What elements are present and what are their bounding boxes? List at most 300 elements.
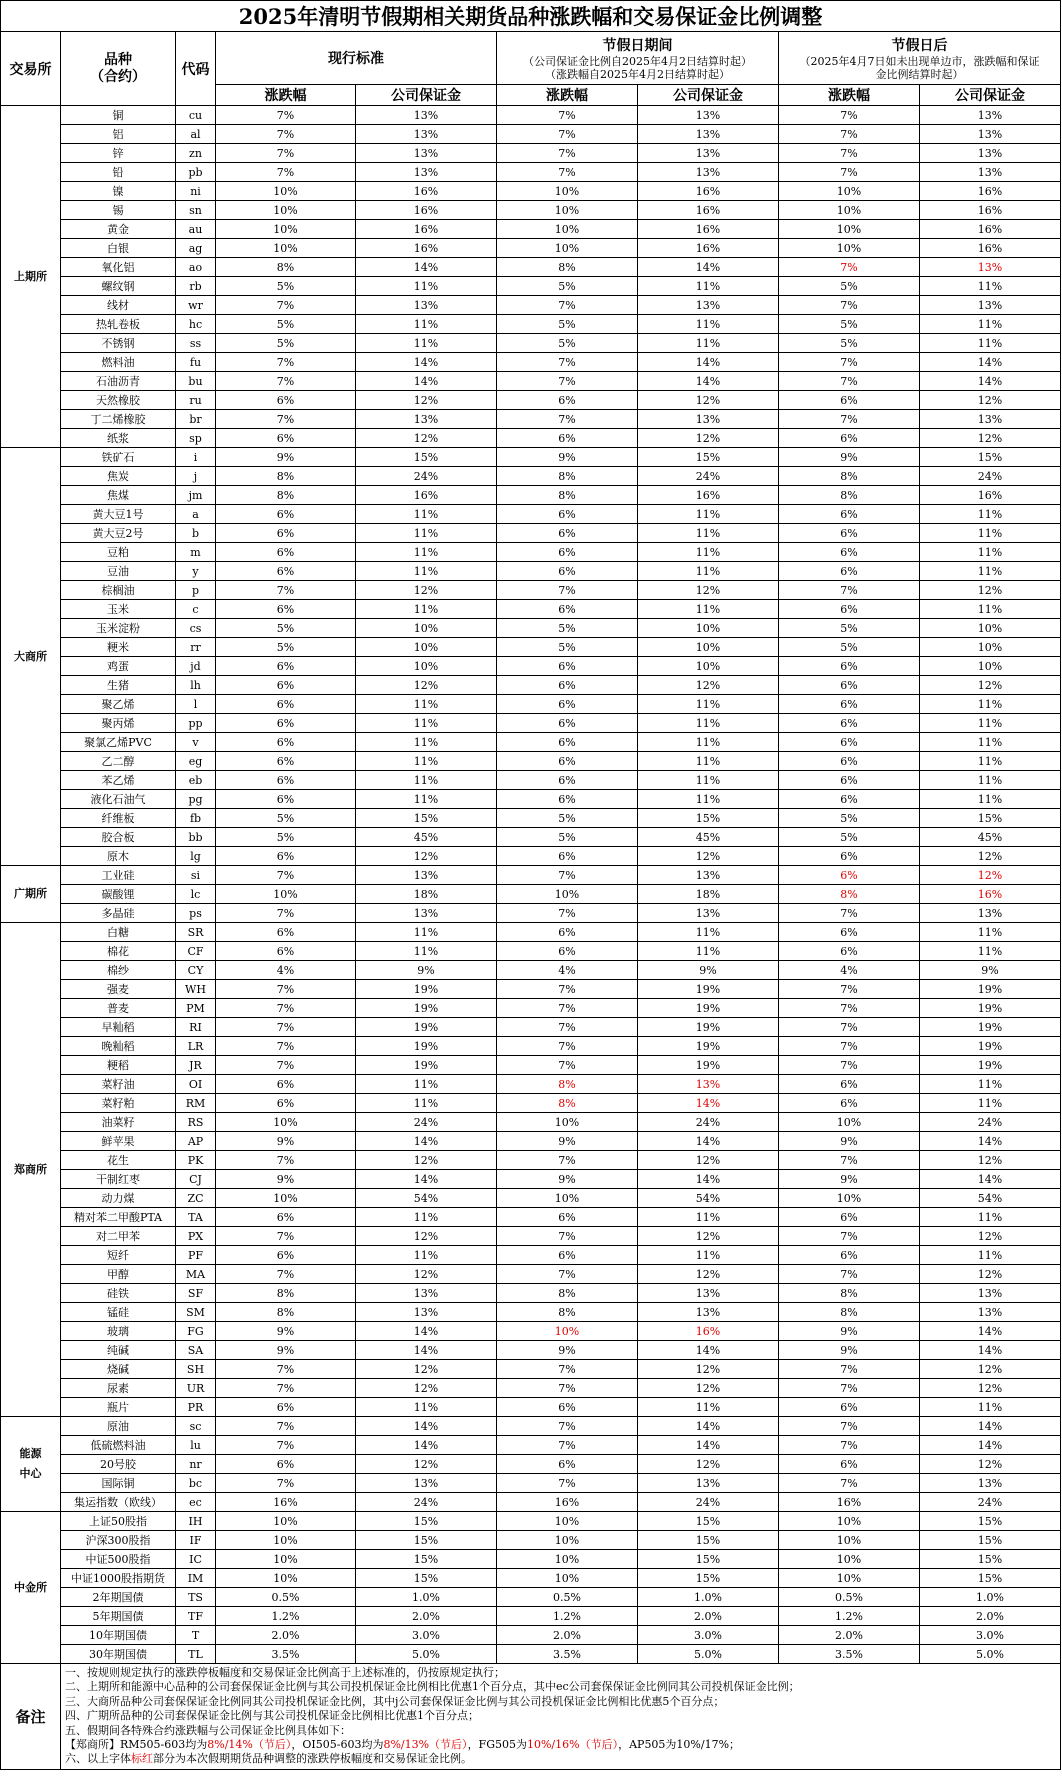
current-limit-value: 8% [216,467,356,486]
header-code: 代码 [176,32,216,106]
product-code: lg [176,847,216,866]
holiday-margin-value: 14% [638,1436,779,1455]
current-limit-value: 7% [216,1037,356,1056]
after-margin-value: 15% [920,448,1061,467]
current-limit-value: 6% [216,790,356,809]
current-margin-value: 13% [356,106,497,125]
after-margin-value: 19% [920,980,1061,999]
current-margin-value: 16% [356,239,497,258]
holiday-limit-value: 10% [497,182,638,201]
holiday-margin-value: 14% [638,353,779,372]
product-code: j [176,467,216,486]
holiday-limit-value: 9% [497,448,638,467]
table-row [1,296,1061,315]
holiday-margin-value: 11% [638,1208,779,1227]
holiday-limit-value: 7% [497,1474,638,1493]
table-row [1,1417,1061,1436]
after-margin-value: 10% [920,638,1061,657]
current-limit-value: 7% [216,1227,356,1246]
table-row [1,1512,1061,1531]
current-margin-value: 11% [356,1094,497,1113]
after-margin-value: 9% [920,961,1061,980]
holiday-limit-value: 8% [497,1094,638,1113]
table-row [1,334,1061,353]
table-row [1,961,1061,980]
after-limit-value: 7% [779,581,920,600]
holiday-margin-value: 15% [638,809,779,828]
holiday-margin-value: 12% [638,391,779,410]
current-limit-value: 9% [216,1322,356,1341]
holiday-limit-value: 7% [497,980,638,999]
current-margin-value: 11% [356,733,497,752]
product-code: rb [176,277,216,296]
current-margin-value: 12% [356,1151,497,1170]
holiday-limit-value: 6% [497,1398,638,1417]
holiday-limit-value: 7% [497,296,638,315]
current-margin-value: 13% [356,1284,497,1303]
current-limit-value: 7% [216,410,356,429]
after-limit-value: 7% [779,163,920,182]
current-limit-value: 7% [216,581,356,600]
current-limit-value: 7% [216,1436,356,1455]
holiday-margin-value: 16% [638,486,779,505]
current-margin-value: 2.0% [356,1607,497,1626]
after-margin-value: 11% [920,714,1061,733]
current-limit-value: 6% [216,752,356,771]
holiday-margin-value: 24% [638,1113,779,1132]
current-margin-value: 15% [356,1512,497,1531]
after-margin-value: 15% [920,1569,1061,1588]
note-line-4: 四、广期所品种的公司套保保证金比例与其公司投机保证金比例相比优惠1个百分点； [65,1709,479,1723]
product-code: SA [176,1341,216,1360]
holiday-limit-value: 7% [497,1151,638,1170]
table-row [1,904,1061,923]
after-limit-value: 8% [779,885,920,904]
table-row [1,638,1061,657]
holiday-limit-value: 6% [497,733,638,752]
after-limit-value: 10% [779,220,920,239]
current-limit-value: 7% [216,372,356,391]
after-limit-value: 6% [779,657,920,676]
holiday-limit-value: 6% [497,942,638,961]
table-row [1,866,1061,885]
holiday-limit-value: 4% [497,961,638,980]
product-name: 铜 [61,106,176,125]
product-code: bu [176,372,216,391]
product-code: ao [176,258,216,277]
current-limit-value: 10% [216,182,356,201]
after-limit-value: 5% [779,619,920,638]
after-margin-value: 19% [920,1056,1061,1075]
after-limit-value: 6% [779,505,920,524]
product-code: PK [176,1151,216,1170]
after-margin-value: 15% [920,1512,1061,1531]
product-name: 沪深300股指 [61,1531,176,1550]
product-code: AP [176,1132,216,1151]
holiday-margin-value: 15% [638,1550,779,1569]
table-row [1,1493,1061,1512]
product-name: 干制红枣 [61,1170,176,1189]
after-limit-value: 10% [779,1550,920,1569]
header-holiday-title: 节假日期间 [602,38,673,54]
after-limit-value: 10% [779,239,920,258]
product-code: TL [176,1645,216,1664]
holiday-limit-value: 7% [497,1379,638,1398]
current-limit-value: 1.2% [216,1607,356,1626]
current-margin-value: 14% [356,1322,497,1341]
after-margin-value: 19% [920,999,1061,1018]
after-margin-value: 12% [920,581,1061,600]
note-line-3: 三、大商所品种公司套保保证金比例同其公司投机保证金比例，其中j公司套保保证金比例与其公司投机保证金比例相比优惠5个百分点； [65,1694,725,1708]
current-margin-value: 14% [356,353,497,372]
current-margin-value: 12% [356,1265,497,1284]
product-name: 硅铁 [61,1284,176,1303]
header-current-limit: 涨跌幅 [216,85,356,106]
table-row [1,277,1061,296]
after-margin-value: 11% [920,543,1061,562]
holiday-limit-value: 6% [497,391,638,410]
table-row [1,562,1061,581]
after-limit-value: 6% [779,771,920,790]
holiday-margin-value: 16% [638,1322,779,1341]
product-name: 铅 [61,163,176,182]
current-margin-value: 12% [356,676,497,695]
current-margin-value: 11% [356,315,497,334]
current-margin-value: 11% [356,600,497,619]
holiday-margin-value: 18% [638,885,779,904]
after-limit-value: 7% [779,372,920,391]
current-margin-value: 24% [356,1493,497,1512]
holiday-margin-value: 54% [638,1189,779,1208]
after-margin-value: 11% [920,315,1061,334]
table-row [1,1265,1061,1284]
current-margin-value: 13% [356,296,497,315]
product-code: ss [176,334,216,353]
after-margin-value: 11% [920,334,1061,353]
product-code: sn [176,201,216,220]
product-name: 纸浆 [61,429,176,448]
table-row [1,1094,1061,1113]
holiday-limit-value: 10% [497,1113,638,1132]
product-name: 生猪 [61,676,176,695]
after-margin-value: 5.0% [920,1645,1061,1664]
holiday-margin-value: 13% [638,410,779,429]
notes-label: 备注 [1,1664,61,1770]
header-holiday [497,32,779,85]
current-limit-value: 6% [216,676,356,695]
after-margin-value: 11% [920,771,1061,790]
current-margin-value: 11% [356,1208,497,1227]
holiday-margin-value: 10% [638,638,779,657]
holiday-margin-value: 12% [638,1360,779,1379]
note-line-6 [65,1738,1056,1752]
holiday-limit-value: 7% [497,106,638,125]
after-limit-value: 7% [779,410,920,429]
after-limit-value: 7% [779,1417,920,1436]
after-margin-value: 11% [920,1246,1061,1265]
holiday-limit-value: 7% [497,904,638,923]
after-margin-value: 13% [920,1303,1061,1322]
current-limit-value: 7% [216,296,356,315]
current-margin-value: 15% [356,1569,497,1588]
holiday-limit-value: 9% [497,1132,638,1151]
holiday-limit-value: 6% [497,657,638,676]
holiday-margin-value: 16% [638,201,779,220]
current-limit-value: 8% [216,1284,356,1303]
after-limit-value: 6% [779,543,920,562]
notes [61,1664,1061,1770]
holiday-limit-value: 1.2% [497,1607,638,1626]
current-margin-value: 13% [356,866,497,885]
product-name: 氧化铝 [61,258,176,277]
product-name: 集运指数（欧线） [61,1493,176,1512]
product-name: 线材 [61,296,176,315]
after-limit-value: 7% [779,1360,920,1379]
after-limit-value: 6% [779,1246,920,1265]
product-code: LR [176,1037,216,1056]
after-margin-value: 13% [920,296,1061,315]
current-limit-value: 7% [216,866,356,885]
product-name: 乙二醇 [61,752,176,771]
holiday-limit-value: 6% [497,429,638,448]
current-margin-value: 12% [356,1455,497,1474]
header-holiday-note2: （涨跌幅自2025年4月2日结算时起） [545,68,730,81]
page-title: 2025年清明节假期相关期货品种涨跌幅和交易保证金比例调整 [1,1,1061,32]
table-row [1,391,1061,410]
holiday-limit-value: 6% [497,923,638,942]
current-limit-value: 10% [216,885,356,904]
current-margin-value: 19% [356,1037,497,1056]
header-product: 品种 （合约） [61,32,176,106]
holiday-margin-value: 11% [638,1246,779,1265]
product-code: ps [176,904,216,923]
current-margin-value: 11% [356,771,497,790]
after-limit-value: 8% [779,486,920,505]
after-limit-value: 7% [779,1037,920,1056]
holiday-margin-value: 14% [638,1094,779,1113]
after-margin-value: 12% [920,866,1061,885]
after-margin-value: 54% [920,1189,1061,1208]
current-limit-value: 6% [216,1246,356,1265]
product-code: PX [176,1227,216,1246]
after-limit-value: 3.5% [779,1645,920,1664]
table-row [1,1189,1061,1208]
current-limit-value: 6% [216,1075,356,1094]
current-limit-value: 6% [216,543,356,562]
current-margin-value: 11% [356,562,497,581]
product-name: 菜籽粕 [61,1094,176,1113]
after-margin-value: 12% [920,1379,1061,1398]
holiday-limit-value: 8% [497,258,638,277]
holiday-limit-value: 8% [497,1075,638,1094]
current-margin-value: 3.0% [356,1626,497,1645]
note6-e: ，FG505为 [467,1738,527,1752]
holiday-margin-value: 2.0% [638,1607,779,1626]
product-code: c [176,600,216,619]
product-code: SH [176,1360,216,1379]
header-after-note2: 金比例结算时起） [875,68,964,81]
table-row [1,543,1061,562]
holiday-limit-value: 7% [497,999,638,1018]
product-name: 工业硅 [61,866,176,885]
current-limit-value: 10% [216,1512,356,1531]
after-limit-value: 5% [779,828,920,847]
table-row [1,1531,1061,1550]
current-margin-value: 16% [356,201,497,220]
current-limit-value: 7% [216,1474,356,1493]
holiday-limit-value: 10% [497,239,638,258]
product-name: 精对苯二甲酸PTA [61,1208,176,1227]
product-name: 20号胶 [61,1455,176,1474]
product-code: PM [176,999,216,1018]
product-code: SM [176,1303,216,1322]
current-margin-value: 5.0% [356,1645,497,1664]
holiday-margin-value: 11% [638,524,779,543]
current-limit-value: 6% [216,429,356,448]
holiday-margin-value: 15% [638,1512,779,1531]
current-margin-value: 15% [356,1550,497,1569]
current-margin-value: 11% [356,714,497,733]
table-row [1,771,1061,790]
current-limit-value: 7% [216,106,356,125]
after-margin-value: 13% [920,410,1061,429]
product-name: 碳酸锂 [61,885,176,904]
after-limit-value: 7% [779,980,920,999]
current-limit-value: 7% [216,144,356,163]
product-name: 棉纱 [61,961,176,980]
product-name: 棕榈油 [61,581,176,600]
after-limit-value: 10% [779,1113,920,1132]
current-limit-value: 7% [216,980,356,999]
product-code: RI [176,1018,216,1037]
current-limit-value: 7% [216,1417,356,1436]
product-code: IC [176,1550,216,1569]
current-limit-value: 7% [216,1360,356,1379]
holiday-margin-value: 12% [638,676,779,695]
table-row [1,847,1061,866]
product-code: br [176,410,216,429]
current-limit-value: 4% [216,961,356,980]
product-name: 苯乙烯 [61,771,176,790]
after-margin-value: 19% [920,1037,1061,1056]
current-margin-value: 12% [356,581,497,600]
table-row [1,163,1061,182]
product-code: pb [176,163,216,182]
holiday-limit-value: 9% [497,1170,638,1189]
holiday-limit-value: 5% [497,619,638,638]
after-limit-value: 6% [779,562,920,581]
table-row [1,448,1061,467]
after-limit-value: 10% [779,1531,920,1550]
holiday-limit-value: 5% [497,277,638,296]
current-limit-value: 6% [216,714,356,733]
after-margin-value: 11% [920,277,1061,296]
holiday-margin-value: 12% [638,1455,779,1474]
note6-a: 【郑商所】RM505-603均为 [65,1738,208,1752]
product-code: IF [176,1531,216,1550]
current-margin-value: 54% [356,1189,497,1208]
table-row [1,1607,1061,1626]
header-current: 现行标准 [216,32,497,85]
product-code: FG [176,1322,216,1341]
product-code: l [176,695,216,714]
table-row [1,1398,1061,1417]
after-margin-value: 2.0% [920,1607,1061,1626]
after-margin-value: 16% [920,239,1061,258]
product-code: WH [176,980,216,999]
current-margin-value: 11% [356,752,497,771]
current-limit-value: 6% [216,1094,356,1113]
table-row [1,372,1061,391]
current-margin-value: 13% [356,163,497,182]
note6-f: 10%/16%（节后） [526,1738,619,1752]
product-code: a [176,505,216,524]
product-code: ni [176,182,216,201]
current-margin-value: 12% [356,391,497,410]
holiday-margin-value: 11% [638,695,779,714]
after-margin-value: 3.0% [920,1626,1061,1645]
current-margin-value: 11% [356,1246,497,1265]
product-name: 不锈钢 [61,334,176,353]
table-row [1,733,1061,752]
table-row [1,1379,1061,1398]
product-name: 鲜苹果 [61,1132,176,1151]
after-limit-value: 7% [779,1379,920,1398]
product-code: CF [176,942,216,961]
current-limit-value: 5% [216,277,356,296]
product-code: IM [176,1569,216,1588]
holiday-margin-value: 11% [638,771,779,790]
product-name: 低硫燃料油 [61,1436,176,1455]
holiday-margin-value: 11% [638,942,779,961]
table-row [1,999,1061,1018]
after-limit-value: 1.2% [779,1607,920,1626]
table-row [1,1474,1061,1493]
product-name: 早籼稻 [61,1018,176,1037]
product-name: 纤维板 [61,809,176,828]
holiday-limit-value: 5% [497,638,638,657]
current-margin-value: 14% [356,1436,497,1455]
holiday-margin-value: 19% [638,1037,779,1056]
current-limit-value: 8% [216,1303,356,1322]
product-code: y [176,562,216,581]
after-limit-value: 6% [779,923,920,942]
table-row [1,410,1061,429]
product-code: hc [176,315,216,334]
exchange-name: 能源 中心 [1,1417,61,1512]
current-margin-value: 11% [356,790,497,809]
holiday-margin-value: 11% [638,733,779,752]
holiday-limit-value: 3.5% [497,1645,638,1664]
table-row [1,182,1061,201]
product-code: sc [176,1417,216,1436]
product-code: jd [176,657,216,676]
holiday-margin-value: 13% [638,904,779,923]
product-code: CJ [176,1170,216,1189]
after-margin-value: 16% [920,182,1061,201]
holiday-limit-value: 7% [497,1227,638,1246]
after-limit-value: 9% [779,1341,920,1360]
product-name: 原木 [61,847,176,866]
after-margin-value: 16% [920,220,1061,239]
after-margin-value: 11% [920,600,1061,619]
holiday-limit-value: 10% [497,1189,638,1208]
holiday-margin-value: 11% [638,543,779,562]
holiday-margin-value: 13% [638,144,779,163]
after-limit-value: 2.0% [779,1626,920,1645]
after-limit-value: 7% [779,106,920,125]
holiday-limit-value: 7% [497,866,638,885]
